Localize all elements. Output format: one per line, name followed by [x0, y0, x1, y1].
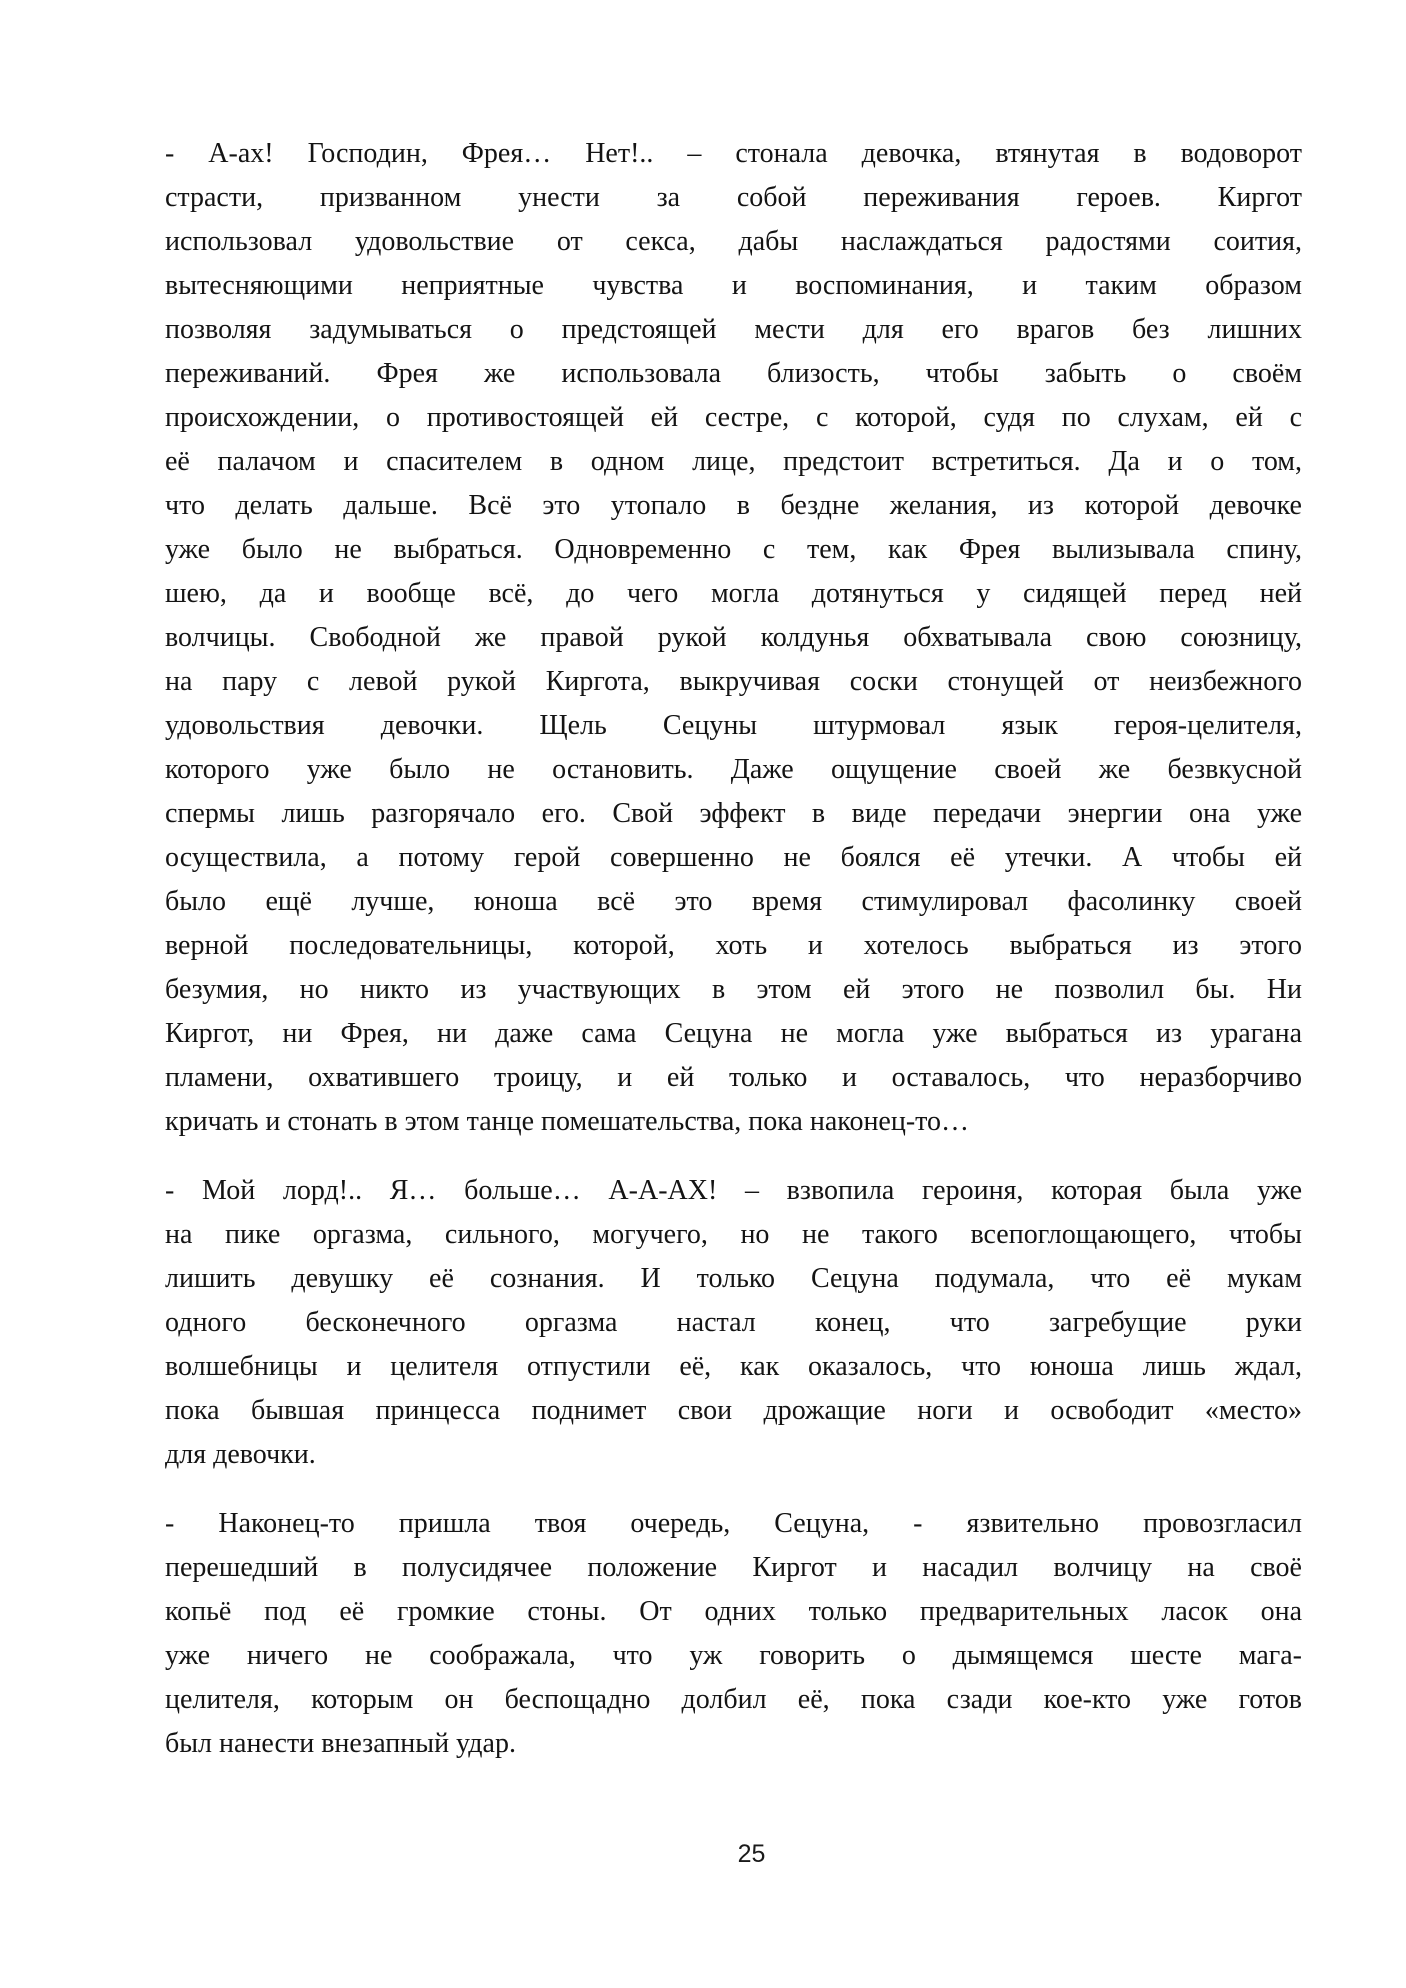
text-line: перешедший в полусидячее положение Киргот и насадил волчицу на своё: [165, 1552, 1302, 1583]
text-line: её палачом и спасителем в одном лице, предстоит встретиться. Да и о том,: [165, 446, 1302, 477]
text-line: - Мой лорд!.. Я… больше… А-А-АХ! – взвопила героиня, которая была уже: [165, 1175, 1302, 1206]
text-line: использовал удовольствие от секса, дабы наслаждаться радостями соития,: [165, 226, 1302, 257]
text-line: одного бесконечного оргазма настал конец, что загребущие руки: [165, 1307, 1302, 1338]
text-content: [165, 132, 1302, 1766]
text-line: Киргот, ни Фрея, ни даже сама Сецуна не могла уже выбраться из урагана: [165, 1018, 1302, 1049]
text-line: пламени, охватившего троицу, и ей только и оставалось, что неразборчиво: [165, 1062, 1302, 1093]
text-line: происхождении, о противостоящей ей сестре, с которой, судя по слухам, ей с: [165, 402, 1302, 433]
page-number: 25: [737, 1840, 766, 1868]
text-line: - А-ах! Господин, Фрея… Нет!.. – стонала девочка, втянутая в водоворот: [165, 138, 1302, 169]
text-line: страсти, призванном унести за собой переживания героев. Киргот: [165, 182, 1302, 213]
text-line: было ещё лучше, юноша всё это время стимулировал фасолинку своей: [165, 886, 1302, 917]
text-line: целителя, которым он беспощадно долбил её, пока сзади кое-кто уже готов: [165, 1684, 1302, 1715]
text-line: которого уже было не остановить. Даже ощущение своей же безвкусной: [165, 754, 1302, 785]
page-footer: [165, 1840, 1302, 1869]
text-line: шею, да и вообще всё, до чего могла дотянуться у сидящей перед ней: [165, 578, 1302, 609]
text-line: удовольствия девочки. Щель Сецуны штурмовал язык героя-целителя,: [165, 710, 1302, 741]
text-line: уже ничего не соображала, что уж говорить о дымящемся шесте мага-: [165, 1640, 1302, 1671]
paragraph: [165, 1502, 1302, 1766]
text-line: что делать дальше. Всё это утопало в бездне желания, из которой девочке: [165, 490, 1302, 521]
text-line: - Наконец-то пришла твоя очередь, Сецуна, - язвительно провозгласил: [165, 1508, 1302, 1539]
text-line: переживаний. Фрея же использовала близость, чтобы забыть о своём: [165, 358, 1302, 389]
text-line: волшебницы и целителя отпустили её, как оказалось, что юноша лишь ждал,: [165, 1351, 1302, 1382]
text-line: пока бывшая принцесса поднимет свои дрожащие ноги и освободит «место»: [165, 1395, 1302, 1426]
text-line: уже было не выбраться. Одновременно с тем, как Фрея вылизывала спину,: [165, 534, 1302, 565]
paragraph: [165, 132, 1302, 1144]
text-line: волчицы. Свободной же правой рукой колдунья обхватывала свою союзницу,: [165, 622, 1302, 653]
text-line: осуществила, а потому герой совершенно не боялся её утечки. А чтобы ей: [165, 842, 1302, 873]
text-line: верной последовательницы, которой, хоть и хотелось выбраться из этого: [165, 930, 1302, 961]
paragraph: [165, 1169, 1302, 1477]
text-line: был нанести внезапный удар.: [165, 1728, 516, 1759]
text-line: вытесняющими неприятные чувства и воспоминания, и таким образом: [165, 270, 1302, 301]
text-line: на пару с левой рукой Киргота, выкручивая соски стонущей от неизбежного: [165, 666, 1302, 697]
text-line: на пике оргазма, сильного, могучего, но не такого всепоглощающего, чтобы: [165, 1219, 1302, 1250]
text-line: безумия, но никто из участвующих в этом ей этого не позволил бы. Ни: [165, 974, 1302, 1005]
text-line: для девочки.: [165, 1439, 316, 1470]
text-line: копьё под её громкие стоны. От одних только предварительных ласок она: [165, 1596, 1302, 1627]
text-line: спермы лишь разгорячало его. Свой эффект в виде передачи энергии она уже: [165, 798, 1302, 829]
text-line: лишить девушку её сознания. И только Сецуна подумала, что её мукам: [165, 1263, 1302, 1294]
text-line: позволяя задумываться о предстоящей мести для его врагов без лишних: [165, 314, 1302, 345]
text-line: кричать и стонать в этом танце помешательства, пока наконец-то…: [165, 1106, 970, 1137]
